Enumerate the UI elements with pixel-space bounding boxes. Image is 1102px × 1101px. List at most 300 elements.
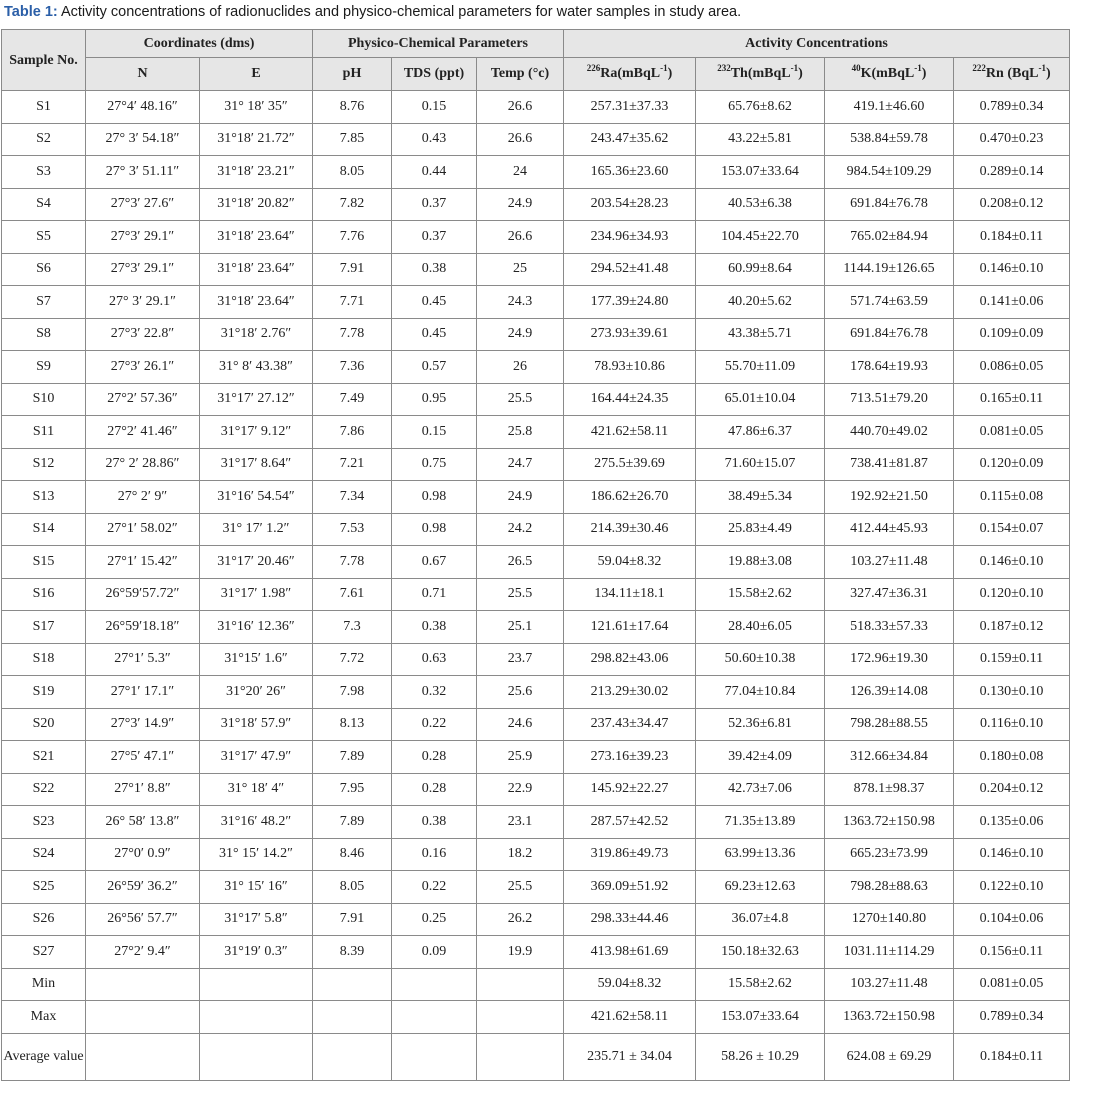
cell-ra: 165.36±23.60	[564, 156, 696, 189]
cell-e: 31°18′ 57.9″	[200, 708, 313, 741]
cell-ph: 7.85	[313, 123, 392, 156]
header-ph: pH	[313, 58, 392, 91]
cell-temp: 23.1	[477, 806, 564, 839]
cell-tds: 0.63	[392, 643, 477, 676]
cell-th: 153.07±33.64	[696, 156, 825, 189]
cell-n: 26°59′57.72″	[86, 578, 200, 611]
cell-n: 27°1′ 5.3″	[86, 643, 200, 676]
cell-sample: S13	[2, 481, 86, 514]
cell-tds: 0.09	[392, 936, 477, 969]
cell-rn: 0.130±0.10	[954, 676, 1070, 709]
table-row	[2, 611, 1070, 644]
cell-summary-label: Max	[2, 1001, 86, 1034]
cell-temp: 24.2	[477, 513, 564, 546]
cell-ph: 7.91	[313, 253, 392, 286]
cell-n: 27°0′ 0.9″	[86, 838, 200, 871]
cell-rn: 0.208±0.12	[954, 188, 1070, 221]
cell-ra: 59.04±8.32	[564, 968, 696, 1001]
radionuclide-table	[1, 29, 1070, 1081]
table-row	[2, 221, 1070, 254]
cell-rn: 0.184±0.11	[954, 1033, 1070, 1080]
cell-rn: 0.109±0.09	[954, 318, 1070, 351]
cell-e: 31°15′ 1.6″	[200, 643, 313, 676]
cell-th: 47.86±6.37	[696, 416, 825, 449]
summary-row	[2, 1001, 1070, 1034]
cell-k: 172.96±19.30	[825, 643, 954, 676]
cell-rn: 0.789±0.34	[954, 1001, 1070, 1034]
cell-k: 178.64±19.93	[825, 351, 954, 384]
cell-e: 31°18′ 23.64″	[200, 253, 313, 286]
cell-tds: 0.37	[392, 221, 477, 254]
cell-ph: 7.78	[313, 318, 392, 351]
cell-tds: 0.75	[392, 448, 477, 481]
caption-text: Activity concentrations of radionuclides and physico-chemical parameters for water samples in study area.	[57, 4, 742, 20]
cell-temp: 26.5	[477, 546, 564, 579]
cell-sample: S14	[2, 513, 86, 546]
cell-sample: S18	[2, 643, 86, 676]
cell-tds: 0.67	[392, 546, 477, 579]
cell-k: 538.84±59.78	[825, 123, 954, 156]
cell-tds: 0.15	[392, 416, 477, 449]
cell-n: 27°2′ 41.46″	[86, 416, 200, 449]
cell-ra: 186.62±26.70	[564, 481, 696, 514]
cell-ph: 7.34	[313, 481, 392, 514]
table-row	[2, 156, 1070, 189]
cell-ph: 7.86	[313, 416, 392, 449]
cell-n: 27°1′ 8.8″	[86, 773, 200, 806]
cell-k: 1144.19±126.65	[825, 253, 954, 286]
empty-cell	[200, 968, 313, 1001]
cell-k: 713.51±79.20	[825, 383, 954, 416]
cell-e: 31° 8′ 43.38″	[200, 351, 313, 384]
cell-rn: 0.289±0.14	[954, 156, 1070, 189]
cell-k: 665.23±73.99	[825, 838, 954, 871]
cell-k: 798.28±88.55	[825, 708, 954, 741]
cell-temp: 23.7	[477, 643, 564, 676]
cell-e: 31° 18′ 4″	[200, 773, 313, 806]
cell-tds: 0.98	[392, 513, 477, 546]
cell-n: 27°3′ 22.8″	[86, 318, 200, 351]
cell-rn: 0.120±0.10	[954, 578, 1070, 611]
cell-n: 27°1′ 15.42″	[86, 546, 200, 579]
cell-k: 103.27±11.48	[825, 546, 954, 579]
cell-tds: 0.16	[392, 838, 477, 871]
cell-temp: 25.1	[477, 611, 564, 644]
cell-ph: 8.05	[313, 871, 392, 904]
cell-th: 65.76±8.62	[696, 91, 825, 124]
cell-rn: 0.154±0.07	[954, 513, 1070, 546]
cell-tds: 0.28	[392, 773, 477, 806]
cell-e: 31°17′ 8.64″	[200, 448, 313, 481]
cell-ra: 369.09±51.92	[564, 871, 696, 904]
header-physico: Physico-Chemical Parameters	[313, 30, 564, 58]
empty-cell	[200, 1001, 313, 1034]
cell-k: 103.27±11.48	[825, 968, 954, 1001]
cell-e: 31°16′ 48.2″	[200, 806, 313, 839]
table-row	[2, 936, 1070, 969]
header-temp: Temp (°c)	[477, 58, 564, 91]
cell-temp: 24	[477, 156, 564, 189]
cell-ra: 298.33±44.46	[564, 903, 696, 936]
cell-k: 624.08 ± 69.29	[825, 1033, 954, 1080]
cell-tds: 0.15	[392, 91, 477, 124]
table-row	[2, 546, 1070, 579]
cell-ra: 273.16±39.23	[564, 741, 696, 774]
cell-th: 36.07±4.8	[696, 903, 825, 936]
cell-e: 31°17′ 27.12″	[200, 383, 313, 416]
cell-temp: 25.6	[477, 676, 564, 709]
empty-cell	[86, 1033, 200, 1080]
cell-ph: 7.91	[313, 903, 392, 936]
header-th: $^{232}$Th(mBqL$^{-1}$)	[696, 58, 825, 91]
table-row	[2, 188, 1070, 221]
cell-rn: 0.081±0.05	[954, 968, 1070, 1001]
cell-rn: 0.115±0.08	[954, 481, 1070, 514]
cell-ra: 235.71 ± 34.04	[564, 1033, 696, 1080]
cell-sample: S26	[2, 903, 86, 936]
cell-n: 27°3′ 14.9″	[86, 708, 200, 741]
table-row	[2, 286, 1070, 319]
empty-cell	[313, 1033, 392, 1080]
table-row	[2, 123, 1070, 156]
cell-ra: 273.93±39.61	[564, 318, 696, 351]
cell-tds: 0.45	[392, 286, 477, 319]
cell-ra: 421.62±58.11	[564, 1001, 696, 1034]
cell-th: 69.23±12.63	[696, 871, 825, 904]
empty-cell	[313, 968, 392, 1001]
cell-tds: 0.22	[392, 708, 477, 741]
cell-tds: 0.98	[392, 481, 477, 514]
table-row	[2, 838, 1070, 871]
cell-tds: 0.44	[392, 156, 477, 189]
cell-n: 27°1′ 58.02″	[86, 513, 200, 546]
table-row	[2, 578, 1070, 611]
cell-rn: 0.081±0.05	[954, 416, 1070, 449]
cell-k: 571.74±63.59	[825, 286, 954, 319]
cell-rn: 0.187±0.12	[954, 611, 1070, 644]
cell-e: 31° 15′ 16″	[200, 871, 313, 904]
cell-sample: S27	[2, 936, 86, 969]
cell-temp: 25.9	[477, 741, 564, 774]
cell-ph: 7.95	[313, 773, 392, 806]
cell-k: 419.1±46.60	[825, 91, 954, 124]
cell-temp: 26.2	[477, 903, 564, 936]
cell-temp: 24.7	[477, 448, 564, 481]
cell-th: 40.20±5.62	[696, 286, 825, 319]
cell-k: 798.28±88.63	[825, 871, 954, 904]
cell-e: 31°18′ 21.72″	[200, 123, 313, 156]
cell-n: 27°5′ 47.1″	[86, 741, 200, 774]
cell-sample: S23	[2, 806, 86, 839]
cell-ph: 8.46	[313, 838, 392, 871]
cell-ph: 7.36	[313, 351, 392, 384]
table-row	[2, 903, 1070, 936]
cell-th: 60.99±8.64	[696, 253, 825, 286]
table-row	[2, 383, 1070, 416]
cell-k: 312.66±34.84	[825, 741, 954, 774]
cell-temp: 24.3	[477, 286, 564, 319]
cell-tds: 0.28	[392, 741, 477, 774]
cell-k: 327.47±36.31	[825, 578, 954, 611]
cell-k: 412.44±45.93	[825, 513, 954, 546]
cell-summary-label: Average value	[2, 1033, 86, 1080]
cell-ra: 78.93±10.86	[564, 351, 696, 384]
cell-rn: 0.146±0.10	[954, 253, 1070, 286]
cell-rn: 0.146±0.10	[954, 546, 1070, 579]
table-row	[2, 91, 1070, 124]
cell-n: 27°3′ 29.1″	[86, 221, 200, 254]
cell-ph: 7.72	[313, 643, 392, 676]
cell-rn: 0.204±0.12	[954, 773, 1070, 806]
cell-th: 55.70±11.09	[696, 351, 825, 384]
cell-th: 19.88±3.08	[696, 546, 825, 579]
table-row	[2, 416, 1070, 449]
caption-label: Table 1:	[4, 4, 58, 20]
cell-ph: 7.78	[313, 546, 392, 579]
cell-e: 31°18′ 2.76″	[200, 318, 313, 351]
cell-e: 31°18′ 23.21″	[200, 156, 313, 189]
cell-tds: 0.37	[392, 188, 477, 221]
cell-ph: 7.82	[313, 188, 392, 221]
cell-sample: S17	[2, 611, 86, 644]
cell-rn: 0.116±0.10	[954, 708, 1070, 741]
empty-cell	[86, 968, 200, 1001]
cell-e: 31°19′ 0.3″	[200, 936, 313, 969]
cell-tds: 0.22	[392, 871, 477, 904]
cell-th: 104.45±22.70	[696, 221, 825, 254]
cell-e: 31°18′ 20.82″	[200, 188, 313, 221]
cell-ra: 59.04±8.32	[564, 546, 696, 579]
empty-cell	[392, 1001, 477, 1034]
cell-th: 38.49±5.34	[696, 481, 825, 514]
cell-n: 27°3′ 27.6″	[86, 188, 200, 221]
cell-n: 26°56′ 57.7″	[86, 903, 200, 936]
cell-sample: S25	[2, 871, 86, 904]
cell-th: 63.99±13.36	[696, 838, 825, 871]
cell-summary-label: Min	[2, 968, 86, 1001]
cell-n: 27°4′ 48.16″	[86, 91, 200, 124]
cell-ra: 213.29±30.02	[564, 676, 696, 709]
cell-temp: 24.6	[477, 708, 564, 741]
cell-rn: 0.120±0.09	[954, 448, 1070, 481]
cell-sample: S1	[2, 91, 86, 124]
cell-tds: 0.32	[392, 676, 477, 709]
cell-th: 150.18±32.63	[696, 936, 825, 969]
cell-th: 25.83±4.49	[696, 513, 825, 546]
empty-cell	[477, 1001, 564, 1034]
header-rn: $^{222}$Rn (BqL$^{-1}$)	[954, 58, 1070, 91]
cell-k: 691.84±76.78	[825, 188, 954, 221]
table-row	[2, 481, 1070, 514]
cell-temp: 25.5	[477, 383, 564, 416]
cell-n: 27°2′ 57.36″	[86, 383, 200, 416]
cell-th: 42.73±7.06	[696, 773, 825, 806]
cell-k: 1363.72±150.98	[825, 806, 954, 839]
empty-cell	[86, 1001, 200, 1034]
cell-n: 27°2′ 9.4″	[86, 936, 200, 969]
cell-e: 31°20′ 26″	[200, 676, 313, 709]
cell-k: 440.70±49.02	[825, 416, 954, 449]
cell-e: 31°17′ 5.8″	[200, 903, 313, 936]
cell-n: 27° 3′ 29.1″	[86, 286, 200, 319]
cell-n: 27° 2′ 28.86″	[86, 448, 200, 481]
cell-sample: S3	[2, 156, 86, 189]
cell-sample: S16	[2, 578, 86, 611]
table-row	[2, 871, 1070, 904]
cell-tds: 0.38	[392, 253, 477, 286]
cell-th: 43.22±5.81	[696, 123, 825, 156]
cell-rn: 0.156±0.11	[954, 936, 1070, 969]
cell-sample: S12	[2, 448, 86, 481]
cell-rn: 0.789±0.34	[954, 91, 1070, 124]
cell-ra: 257.31±37.33	[564, 91, 696, 124]
table-row	[2, 513, 1070, 546]
cell-th: 15.58±2.62	[696, 578, 825, 611]
header-k: $^{40}$K(mBqL$^{-1}$)	[825, 58, 954, 91]
cell-ph: 7.71	[313, 286, 392, 319]
cell-tds: 0.38	[392, 611, 477, 644]
cell-rn: 0.159±0.11	[954, 643, 1070, 676]
cell-temp: 18.2	[477, 838, 564, 871]
cell-ra: 134.11±18.1	[564, 578, 696, 611]
cell-ph: 7.53	[313, 513, 392, 546]
cell-rn: 0.122±0.10	[954, 871, 1070, 904]
cell-ra: 421.62±58.11	[564, 416, 696, 449]
cell-ra: 294.52±41.48	[564, 253, 696, 286]
table-row	[2, 773, 1070, 806]
cell-tds: 0.45	[392, 318, 477, 351]
cell-temp: 19.9	[477, 936, 564, 969]
cell-rn: 0.086±0.05	[954, 351, 1070, 384]
cell-th: 52.36±6.81	[696, 708, 825, 741]
cell-e: 31°16′ 54.54″	[200, 481, 313, 514]
cell-ph: 7.76	[313, 221, 392, 254]
cell-temp: 26.6	[477, 123, 564, 156]
cell-sample: S6	[2, 253, 86, 286]
cell-n: 27° 2′ 9″	[86, 481, 200, 514]
empty-cell	[392, 968, 477, 1001]
cell-ph: 7.61	[313, 578, 392, 611]
cell-tds: 0.43	[392, 123, 477, 156]
cell-rn: 0.141±0.06	[954, 286, 1070, 319]
cell-k: 518.33±57.33	[825, 611, 954, 644]
cell-tds: 0.71	[392, 578, 477, 611]
cell-temp: 24.9	[477, 188, 564, 221]
cell-k: 1270±140.80	[825, 903, 954, 936]
cell-sample: S22	[2, 773, 86, 806]
cell-sample: S24	[2, 838, 86, 871]
cell-k: 192.92±21.50	[825, 481, 954, 514]
cell-ph: 7.89	[313, 741, 392, 774]
cell-temp: 25.5	[477, 578, 564, 611]
cell-sample: S15	[2, 546, 86, 579]
summary-row	[2, 968, 1070, 1001]
cell-ra: 287.57±42.52	[564, 806, 696, 839]
cell-ra: 243.47±35.62	[564, 123, 696, 156]
cell-ra: 234.96±34.93	[564, 221, 696, 254]
cell-tds: 0.57	[392, 351, 477, 384]
cell-ph: 8.05	[313, 156, 392, 189]
cell-sample: S21	[2, 741, 86, 774]
cell-e: 31°17′ 9.12″	[200, 416, 313, 449]
cell-sample: S11	[2, 416, 86, 449]
cell-n: 27°3′ 26.1″	[86, 351, 200, 384]
cell-ra: 121.61±17.64	[564, 611, 696, 644]
cell-e: 31°17′ 20.46″	[200, 546, 313, 579]
cell-ra: 319.86±49.73	[564, 838, 696, 871]
cell-ph: 7.98	[313, 676, 392, 709]
cell-rn: 0.165±0.11	[954, 383, 1070, 416]
cell-th: 15.58±2.62	[696, 968, 825, 1001]
header-activity: Activity Concentrations	[564, 30, 1070, 58]
cell-th: 50.60±10.38	[696, 643, 825, 676]
cell-temp: 25.8	[477, 416, 564, 449]
cell-sample: S2	[2, 123, 86, 156]
cell-temp: 26.6	[477, 91, 564, 124]
cell-th: 153.07±33.64	[696, 1001, 825, 1034]
cell-sample: S20	[2, 708, 86, 741]
cell-n: 27°3′ 29.1″	[86, 253, 200, 286]
cell-ra: 275.5±39.69	[564, 448, 696, 481]
empty-cell	[313, 1001, 392, 1034]
table-body	[2, 91, 1070, 1081]
cell-tds: 0.25	[392, 903, 477, 936]
header-coordinates: Coordinates (dms)	[86, 30, 313, 58]
cell-k: 878.1±98.37	[825, 773, 954, 806]
cell-rn: 0.135±0.06	[954, 806, 1070, 839]
cell-temp: 26.6	[477, 221, 564, 254]
cell-th: 39.42±4.09	[696, 741, 825, 774]
cell-tds: 0.38	[392, 806, 477, 839]
table-row	[2, 741, 1070, 774]
table-row	[2, 253, 1070, 286]
cell-e: 31°17′ 47.9″	[200, 741, 313, 774]
cell-ph: 7.89	[313, 806, 392, 839]
cell-e: 31°18′ 23.64″	[200, 221, 313, 254]
cell-th: 28.40±6.05	[696, 611, 825, 644]
cell-ph: 7.21	[313, 448, 392, 481]
table-row	[2, 448, 1070, 481]
cell-th: 40.53±6.38	[696, 188, 825, 221]
cell-ph: 7.49	[313, 383, 392, 416]
cell-n: 26°59′ 36.2″	[86, 871, 200, 904]
cell-e: 31° 17′ 1.2″	[200, 513, 313, 546]
cell-temp: 24.9	[477, 318, 564, 351]
cell-th: 71.35±13.89	[696, 806, 825, 839]
empty-cell	[477, 968, 564, 1001]
cell-e: 31°16′ 12.36″	[200, 611, 313, 644]
cell-th: 43.38±5.71	[696, 318, 825, 351]
cell-ra: 145.92±22.27	[564, 773, 696, 806]
header-ra: $^{226}$Ra(mBqL$^{-1}$)	[564, 58, 696, 91]
cell-temp: 25.5	[477, 871, 564, 904]
summary-row	[2, 1033, 1070, 1080]
cell-temp: 24.9	[477, 481, 564, 514]
cell-ra: 177.39±24.80	[564, 286, 696, 319]
header-e: E	[200, 58, 313, 91]
cell-ra: 237.43±34.47	[564, 708, 696, 741]
cell-ph: 8.39	[313, 936, 392, 969]
header-tds: TDS (ppt)	[392, 58, 477, 91]
cell-k: 765.02±84.94	[825, 221, 954, 254]
cell-e: 31° 18′ 35″	[200, 91, 313, 124]
cell-k: 738.41±81.87	[825, 448, 954, 481]
cell-temp: 25	[477, 253, 564, 286]
cell-k: 1031.11±114.29	[825, 936, 954, 969]
cell-n: 27° 3′ 51.11″	[86, 156, 200, 189]
cell-ra: 214.39±30.46	[564, 513, 696, 546]
cell-ra: 203.54±28.23	[564, 188, 696, 221]
